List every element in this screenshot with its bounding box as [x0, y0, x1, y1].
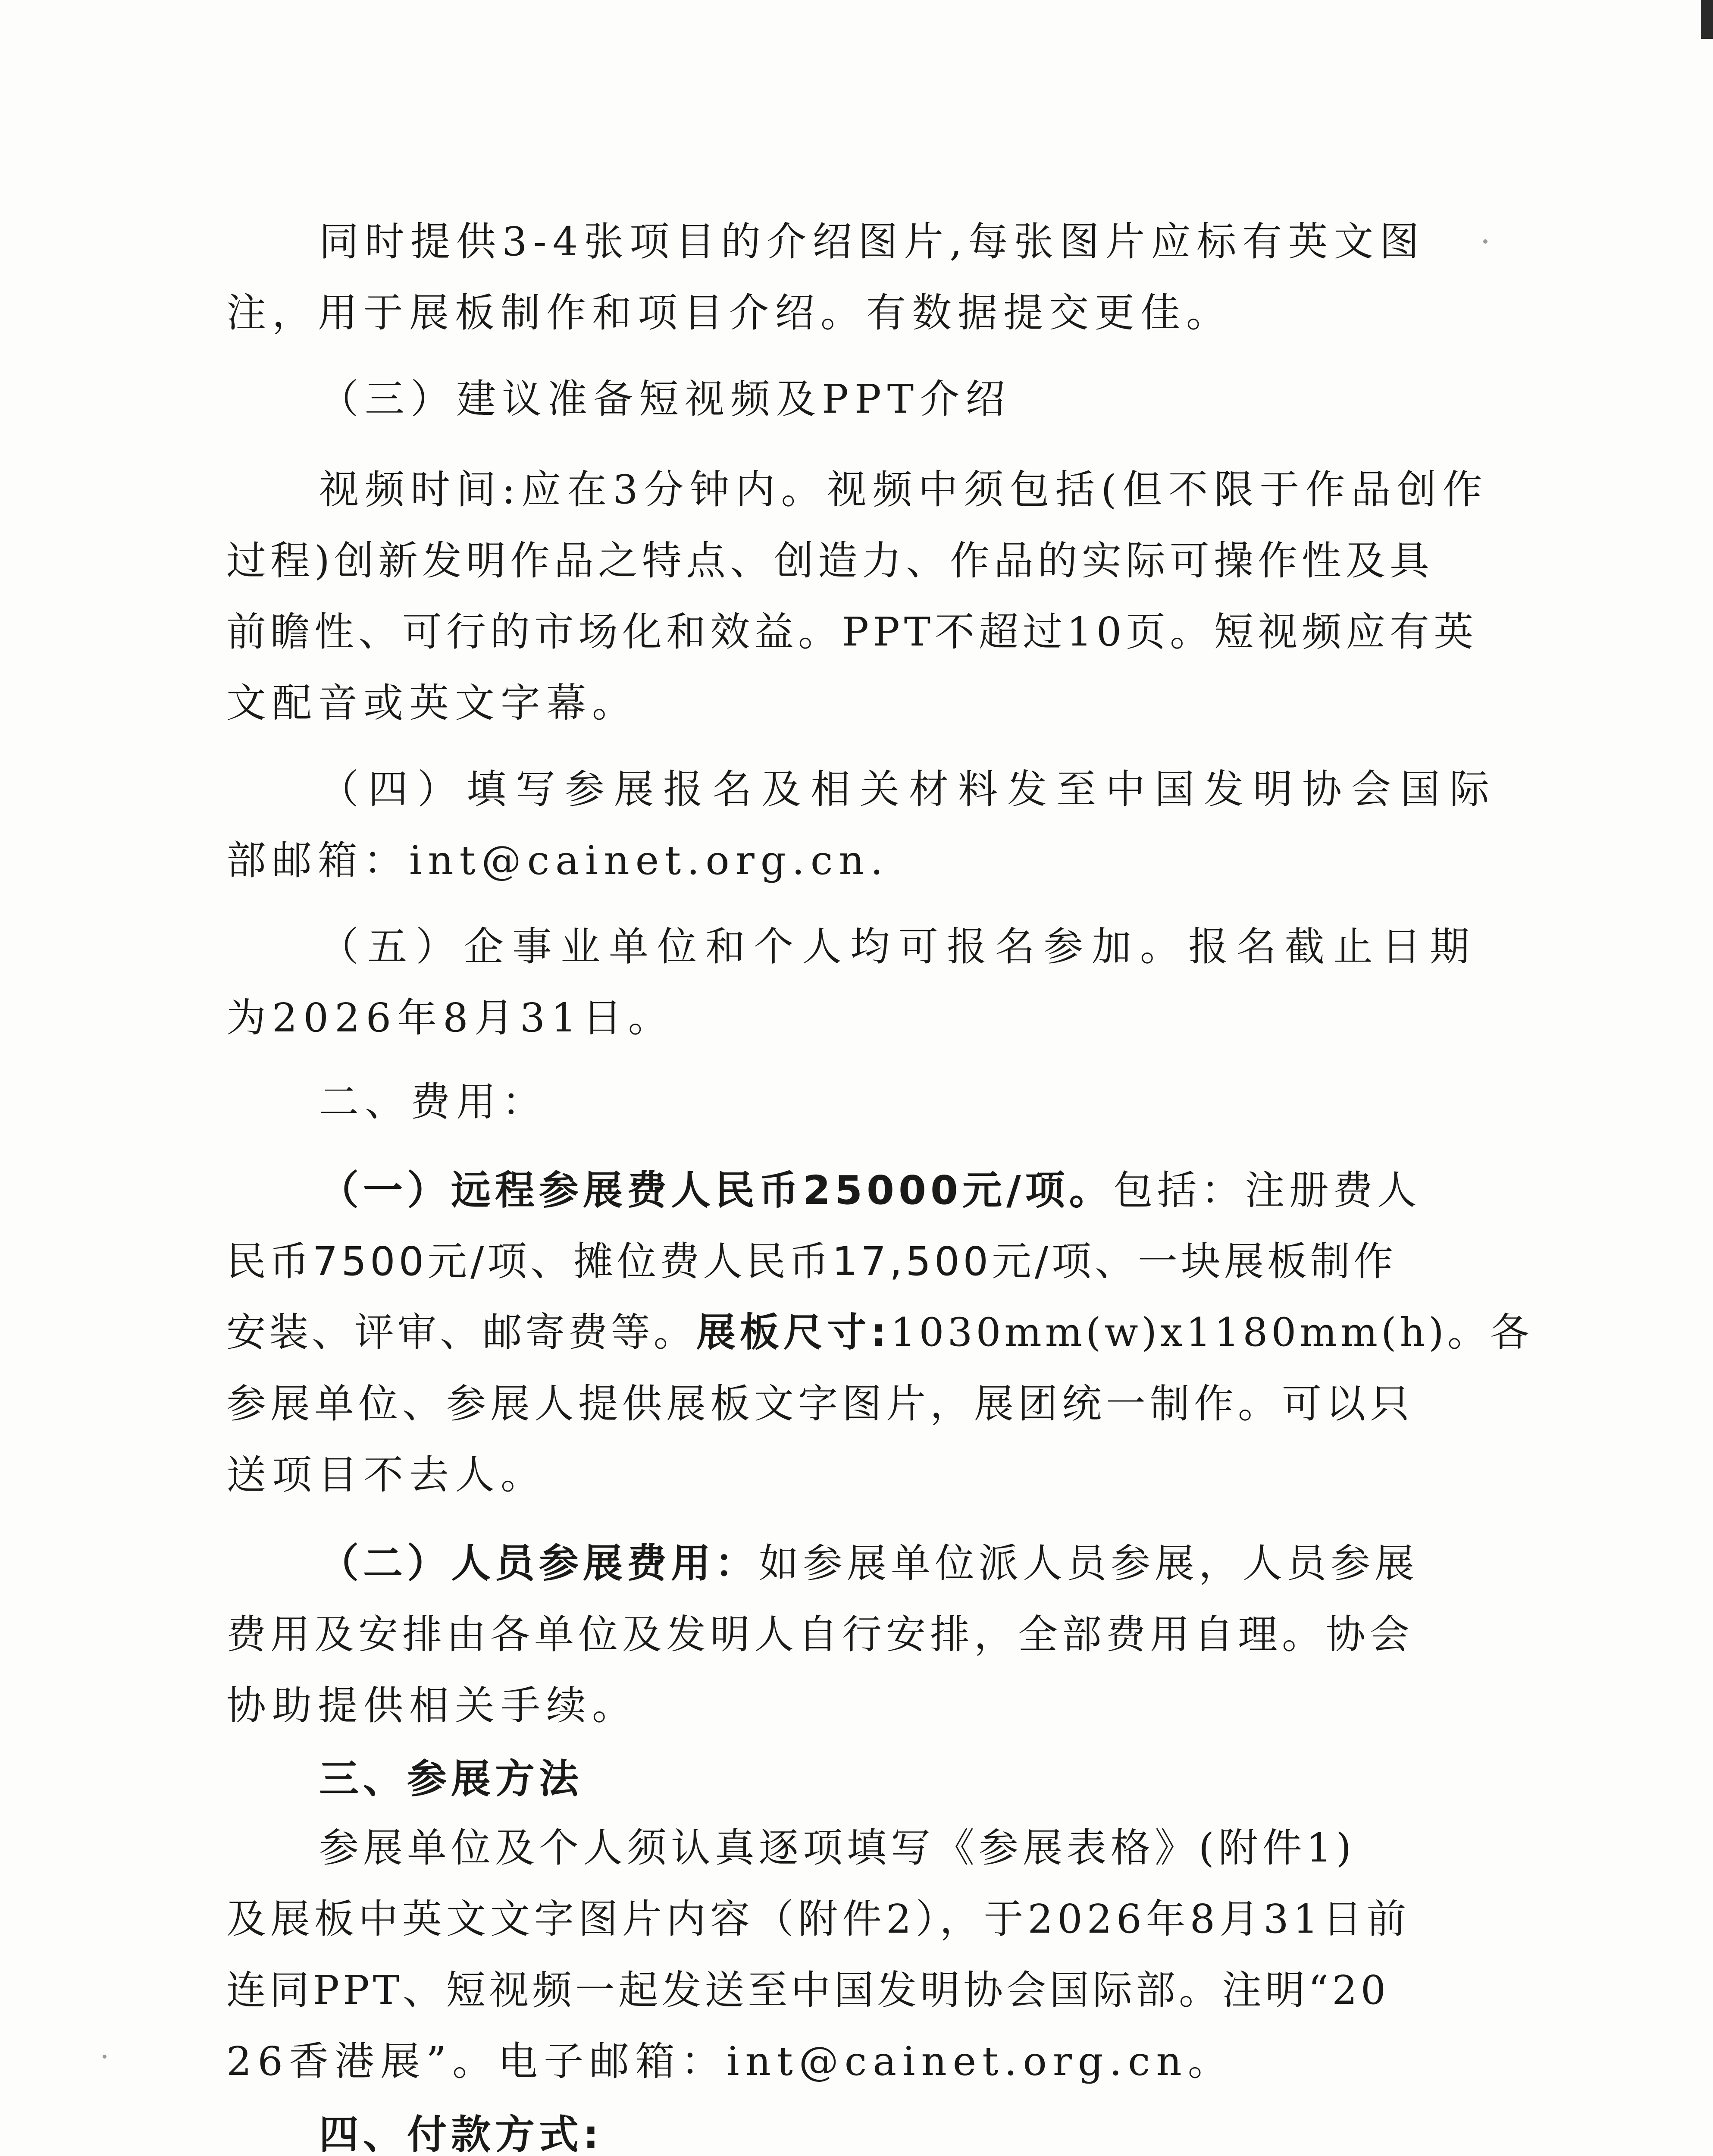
board-size-label: 展板尺寸: [696, 1310, 891, 1355]
scan-speck [103, 2055, 106, 2059]
deadline-line: 为2026年8月31日。 [226, 995, 674, 1041]
section-three-heading: 三、参展方法 [319, 1756, 583, 1802]
fee-one-line: 送项目不去人。 [226, 1452, 547, 1498]
email-line: 部邮箱：int@cainet.org.cn. [226, 837, 889, 884]
section-two-heading: 二、费用： [319, 1079, 548, 1125]
paragraph-line: 前瞻性、可行的市场化和效益。PPT不超过10页。短视频应有英 [226, 609, 1478, 655]
scan-speck [1483, 239, 1488, 244]
scan-edge-mark [1701, 0, 1713, 39]
fee-one-bold: （一）远程参展费人民币25000元/项。 [319, 1167, 1113, 1213]
fee-two-line: 协助提供相关手续。 [226, 1683, 638, 1729]
fee-two-line: 费用及安排由各单位及发明人自行安排，全部费用自理。协会 [226, 1611, 1414, 1658]
fee-one-line: 民币7500元/项、摊位费人民币17,500元/项、一块展板制作 [226, 1238, 1397, 1285]
section-three-line: 连同PPT、短视频一起发送至中国发明协会国际部。注明“20 [226, 1967, 1390, 2013]
section-three-line: 及展板中英文文字图片内容（附件2），于2026年8月31日前 [226, 1896, 1411, 1942]
fee-two-bold: （二）人员参展费用： [319, 1540, 759, 1586]
paragraph-line: 同时提供3-4张项目的介绍图片,每张图片应标有英文图 [319, 219, 1425, 265]
paragraph-line: 文配音或英文字幕。 [226, 680, 638, 726]
fee-one-normal: 安装、评审、邮寄费等。 [226, 1310, 696, 1355]
subheading-four: （四）填写参展报名及相关材料发至中国发明协会国际 [319, 766, 1499, 812]
fee-one-rest: 包括：注册费人 [1113, 1167, 1421, 1213]
paragraph-line: 注，用于展板制作和项目介绍。有数据提交更佳。 [226, 290, 1232, 336]
fee-one-line [226, 1310, 1533, 1355]
fee-two-line [319, 1540, 1419, 1586]
paragraph-line: 视频时间:应在3分钟内。视频中须包括(但不限于作品创作 [319, 467, 1488, 513]
section-three-line: 参展单位及个人须认真逐项填写《参展表格》(附件1) [319, 1825, 1356, 1871]
section-three-line: 26香港展”。电子邮箱：int@cainet.org.cn。 [226, 2038, 1234, 2084]
paragraph-line: 过程)创新发明作品之特点、创造力、作品的实际可操作性及具 [226, 538, 1434, 584]
fee-two-rest: 如参展单位派人员参展，人员参展 [759, 1540, 1419, 1586]
fee-one-line: 参展单位、参展人提供展板文字图片，展团统一制作。可以只 [226, 1381, 1414, 1427]
subheading-three: （三）建议准备短视频及PPT介绍 [319, 376, 1012, 422]
section-four-heading: 四、付款方式: [319, 2112, 603, 2156]
subheading-five: （五）企事业单位和个人均可报名参加。报名截止日期 [319, 924, 1478, 970]
board-size-value: 1030mm(w)x1180mm(h)。各 [890, 1310, 1533, 1355]
fee-one-line [319, 1167, 1421, 1213]
